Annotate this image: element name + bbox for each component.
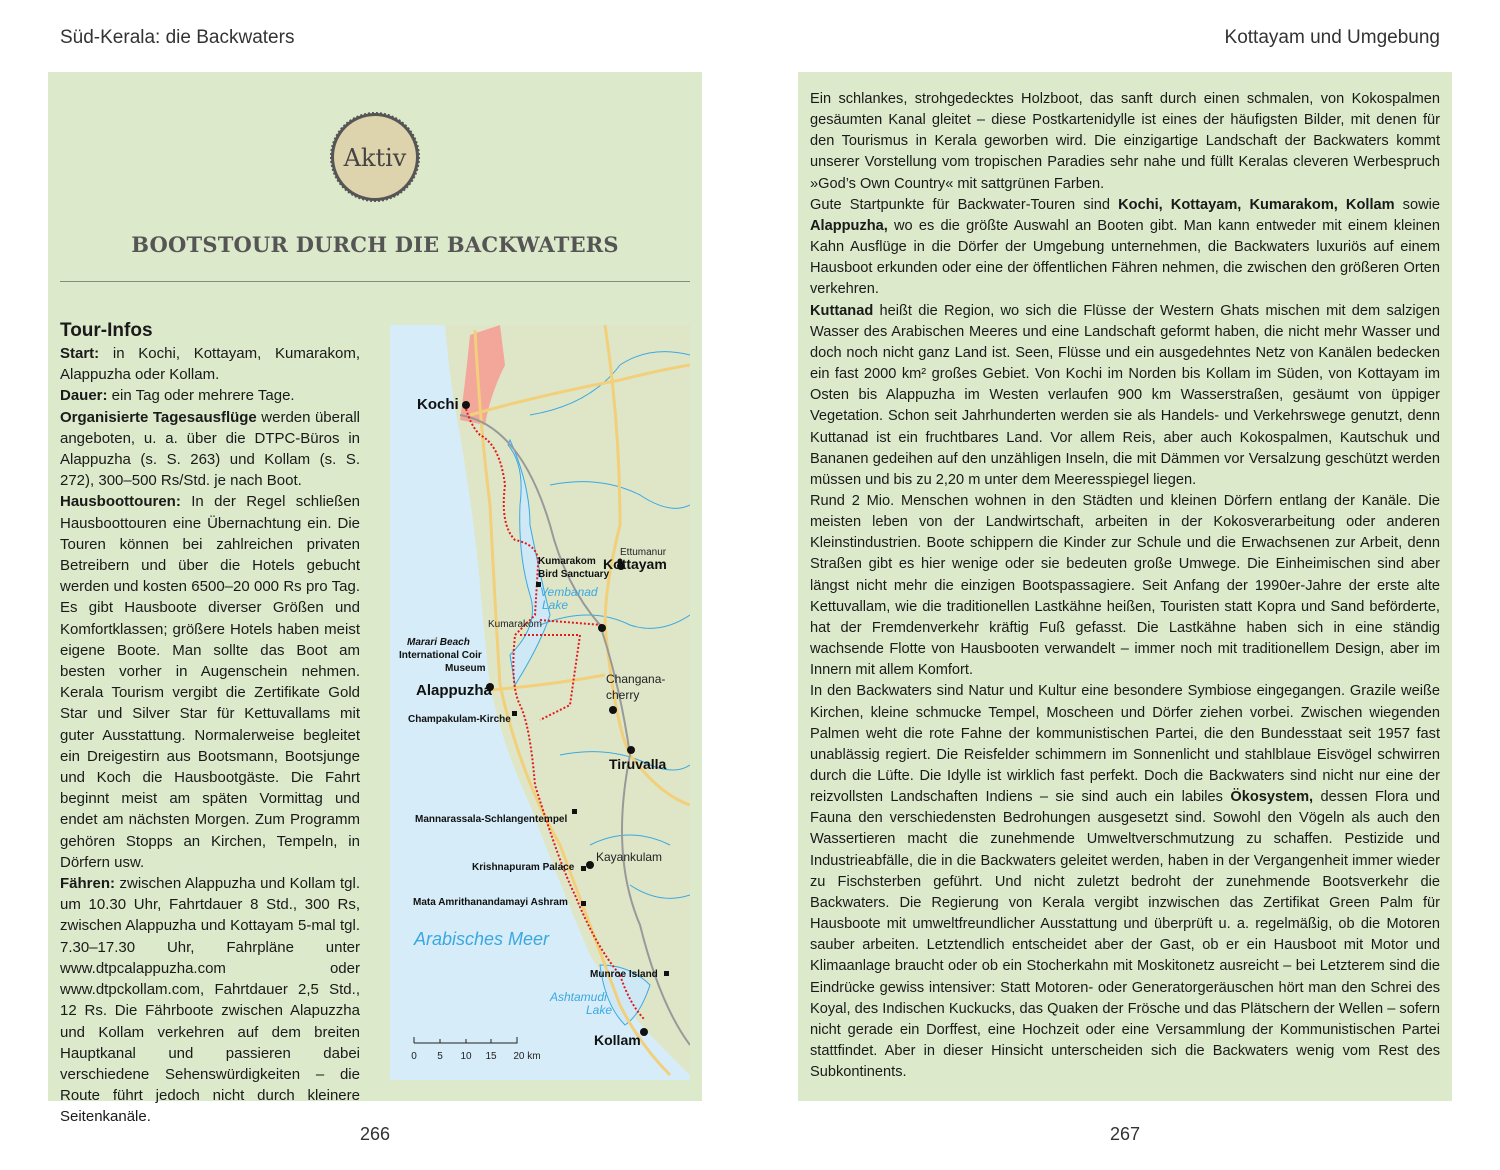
map-label-munroe: Munroe Island bbox=[590, 969, 658, 980]
text-run: wo es die größte Auswahl an Booten gibt. Man kann entweder mit einem kleinen Kahn Ausflüge in die Dörfer der Umgebung unternehmen, die Backwaters luxuriös auf einem Hausboot erkunden oder eine der öffentlichen Fähren nehmen, die zwischen den größeren Orten verkehren. bbox=[810, 217, 1440, 298]
map-label-tiruvalla: Tiruvalla bbox=[609, 756, 667, 772]
paragraph bbox=[60, 343, 360, 385]
text-run: dessen Flora und Fauna den verschiedensten Bedrohungen ausgesetzt sind. Sowohl den Vögeln als auch den Wassertieren macht die zunehmende Umweltverschmutzung zu schaffen. Pestizide und Industrieabfälle, die in die Backwaters geleitet werden, haben in der Vergangenheit immer wieder zu Fischsterben geführt. Und nicht zuletzt bedroht der zunehmende Bootsverkehr die Backwaters. Die Regierung von Kerala vergibt inzwischen das Zertifikat Green Palm für Hausboote mit umweltfreundlicher Ausstattung und überprüft u. a. regelmäßig, ob die Motoren sauber arbeiten. Letztendlich entscheidet aber der Gast, ob er ein Hausboot mit Motor und Klimaanlage braucht oder ob ein Stocherkahn mit Moskitonetz ausreicht – bei Letzterem sind die Eindrücke gewiss intensiver: Statt Motoren- oder Generatorgeräuschen hört man den Schrei des Koyal, des Indischen Kuckucks, das Quaken der Frösche und das Plätschern der Wellen – sofern nicht gerade ein Dorffest, eine Hochzeit oder eine Versammlung der Kommunistischen Partei stattfindet. Aber in dieser Hinsicht unterscheiden sich die Backwaters wenig vom Rest des Subkontinents. bbox=[810, 789, 1440, 1081]
bold-term: Alappuzha, bbox=[810, 217, 888, 234]
aktiv-box bbox=[48, 72, 702, 1126]
map-label-changanacherry: Changana-cherry bbox=[606, 672, 666, 702]
text-run: sowie bbox=[1394, 196, 1440, 213]
bold-term: Hausboottouren: bbox=[60, 493, 181, 511]
paragraph bbox=[810, 681, 1440, 1083]
text-run: In der Regel schließen Hausboottouren eine Übernachtung ein. Die Touren können bei zahlreichen privaten Betreibern und über die Hotels gebucht werden und kosten 6500–20 000 Rs pro Tag. Es gibt Hausboote diverser Größen und Komfortklassen; größere Hotels haben meist eigene Boote. Man sollte das Boot am besten vorher in Augenschein nehmen. Kerala Tourism vergibt die Zertifikate Gold Star und Silver Star für Kettuvallams mit guter Ausstattung. Normalerweise begleitet ein Dreigestirn aus Bootsmann, Bootsjunge und Koch die Hausbootgäste. Die Fahrt beginnt meist am späten Vormittag und endet am nächsten Morgen. Zum Programm gehören Stopps an Kirchen, Tempeln, in Dörfern usw. bbox=[60, 493, 360, 871]
map-label-champakulam: Champakulam-Kirche bbox=[408, 714, 511, 725]
map-label-vembanad: Vembanad Lake bbox=[540, 585, 598, 612]
text-run: in Kochi, Kottayam, Kumarakom, Alappuzha oder Kollam. bbox=[60, 345, 360, 384]
text-run: Ein schlankes, strohgedecktes Holzboot, das sanft durch einen schmalen, von Kokospalmen gesäumten Kanal gleitet – diese Postkartenidylle ist eines der häufigsten Bilder, mit denen für den Tourismus in Kerala geworben wird. Die einzigartige Landschaft der Backwaters kommt unserer Vorstellung vom tropischen Paradies sehr nahe und füllt Keralas cleveren Werbespruch »God’s Own Country« mit sattgrünen Farben. bbox=[810, 91, 1440, 192]
bold-term: Dauer: bbox=[60, 387, 108, 405]
text-run: heißt die Region, wo sich die Flüsse der Western Ghats mischen mit dem salzigen Wasser des Arabischen Meeres und eine Landschaft geformt haben, die nicht mehr Wasser und doch noch nicht ganz Land ist. Seen, Flüsse und ein ausgedehntes Netz von Kanälen bedecken ein fast 2000 km² großes Gebiet. Von Kochi im Norden bis Kollam im Süden, von Kottayam im Osten bis Alappuzha im Westen verlaufen 900 km Wasserstraßen, gesäumt von üppiger Vegetation. Schon seit Jahrhunderten werden sie als Handels- und Verkehrswege genutzt, denn Kuttanad ist ein fruchtbares Land. Vor allem Reis, aber auch Kokospalmen, Kautschuk und Bananen gedeihen auf den unzähligen Inseln, die mit Dämmen vor Versalzung geschützt werden müssen und bis zu 2,20 m unter dem Meeresspiegel liegen. bbox=[810, 302, 1440, 488]
text-run: Gute Startpunkte für Backwater-Touren sind bbox=[810, 196, 1119, 213]
map-label-kochi: Kochi bbox=[417, 396, 459, 413]
bold-term: Organisierte Tagesausflüge bbox=[60, 408, 257, 426]
scale-tick: 10 bbox=[460, 1051, 472, 1062]
map-label-ettumanur: Ettumanur bbox=[620, 547, 667, 558]
paragraph bbox=[60, 407, 360, 492]
map-label-mannarassala: Mannarassala-Schlangentempel bbox=[415, 814, 568, 825]
bold-term: Kochi, Kottayam, Kumarakom, Kollam bbox=[1118, 196, 1395, 213]
tour-infos-body bbox=[60, 343, 360, 1128]
paragraph bbox=[60, 385, 360, 406]
tour-infos-heading: Tour-Infos bbox=[60, 320, 153, 341]
bold-term: Start: bbox=[60, 345, 100, 362]
page-number-left: 266 bbox=[360, 1124, 391, 1144]
scale-tick: 5 bbox=[437, 1051, 443, 1062]
map-label-alappuzha: Alappuzha bbox=[416, 682, 492, 699]
map-label-krishnapuram: Krishnapuram Palace bbox=[472, 862, 575, 873]
text-run: ein Tag oder mehrere Tage. bbox=[107, 387, 295, 405]
text-run: In den Backwaters sind Natur und Kultur eine besondere Symbiose eingegangen. Grazile weiße Kirchen, kleine schmucke Tempel, Moscheen und Dörfer ziehen vorbei. Zwischen wiegenden Palmen weht die rote Fahne der kommunistischen Partei, die den Bundesstaat seit 1957 fast unablässig regiert. Die Reisfelder schimmern im Sonnenlicht und stahlblaue Eisvögel schwirren durch die Lüfte. Die Idylle ist wirklich fast perfekt. Doch die Backwaters sind nicht nur eine der reizvollsten Landschaften Indiens – sie sind auch ein labiles bbox=[810, 683, 1440, 806]
map-label-bird-sanctuary: Kumarakom Bird Sanctuary bbox=[538, 556, 610, 580]
map-label-marari: Marari Beach bbox=[407, 637, 470, 648]
paragraph bbox=[810, 195, 1440, 301]
paragraph bbox=[60, 873, 360, 1127]
running-head-right: Kottayam und Umgebung bbox=[1224, 27, 1440, 48]
text-run: Rund 2 Mio. Menschen wohnen in den Städten und kleinen Dörfern entlang der Kanäle. Die meisten leben von der Landwirtschaft, arbeiten in der Kokosverarbeitung oder anderen Kleinstindustrien. Boote schippern die Kinder zur Schule und die Erwachsenen zur Arbeit, denn Straßen gibt es hier wenige oder sie bedeuten große Umwege. Die Einheimischen sind aber längst nicht mehr die einzigen Bootspassagiere. Seit Anfang der 1990er-Jahre der erste alte Kettuvallam, wie die traditionellen Lastkähne heißen, Touristen statt Kopra und Sand beförderte, hat der Fremdenverkehr kräftig Fuß gefasst. Die Lastkähne haben sich in eine ständig wachsende Flotte von Hausbooten verwandelt – immer noch mit traditionellem Design, aber im Innern mit allem Komfort. bbox=[810, 492, 1440, 679]
map-label-kumarakom: Kumarakom bbox=[488, 619, 542, 630]
aktiv-badge bbox=[330, 112, 420, 202]
paragraph bbox=[810, 491, 1440, 681]
scale-tick: 0 bbox=[411, 1051, 417, 1062]
scale-tick: 15 bbox=[485, 1051, 497, 1062]
bold-term: Kuttanad bbox=[810, 302, 874, 319]
paragraph bbox=[810, 89, 1440, 195]
map-label-sea: Arabisches Meer bbox=[414, 929, 550, 949]
bold-term: Ökosystem, bbox=[1230, 789, 1314, 806]
map-label-kottayam: Kottayam bbox=[603, 556, 667, 572]
map-label-kollam: Kollam bbox=[594, 1032, 641, 1048]
tour-infos bbox=[60, 319, 360, 1128]
route-map bbox=[390, 325, 690, 1080]
main-text bbox=[810, 89, 1440, 1083]
paragraph bbox=[810, 301, 1440, 491]
divider bbox=[60, 281, 690, 282]
page-number-right: 267 bbox=[1110, 1124, 1141, 1144]
text-run: werden überall angeboten, u. a. über die DTPC-Büros in Alappuzha (s. S. 263) und Kollam (s. S. 272), 300–500 Rs/Std. je nach Boot. bbox=[60, 408, 360, 490]
text-run: zwischen Alappuzha und Kollam tgl. um 10.30 Uhr, Fahrtdauer 8 Std., 300 Rs, zwischen Alappuzha und Kottayam 5-mal tgl. 7.30–17.30 Uhr, Fahrpläne unter www.dtpcalappuzha.com oder www.dtpckollam.com, Fahrtdauer 2,5 Std., 12 Rs. Die Fährboote zwischen Alapuzzha und Kollam verkehren auf dem breiten Hauptkanal und passieren dabei verschiedene Sehenswürdigkeiten – die Route führt jedoch nicht durch kleinere Seitenkanäle. bbox=[60, 875, 360, 1126]
paragraph bbox=[60, 491, 360, 873]
page-title: BOOTSTOUR DURCH DIE BACKWATERS bbox=[131, 232, 619, 257]
map-label-coir-museum: International Coir Museum bbox=[399, 650, 486, 674]
scale-tick: 20 km bbox=[513, 1051, 541, 1062]
map-label-ashram: Mata Amrithanandamayi Ashram bbox=[413, 897, 568, 908]
badge-label: Aktiv bbox=[343, 144, 407, 172]
bold-term: Fähren: bbox=[60, 875, 116, 893]
map-label-ashtamudi: Ashtamudi Lake bbox=[550, 990, 613, 1017]
map-label-kayankulam: Kayankulam bbox=[596, 850, 663, 864]
running-head-left: Süd-Kerala: die Backwaters bbox=[60, 27, 295, 48]
main-text-box bbox=[798, 72, 1452, 1101]
